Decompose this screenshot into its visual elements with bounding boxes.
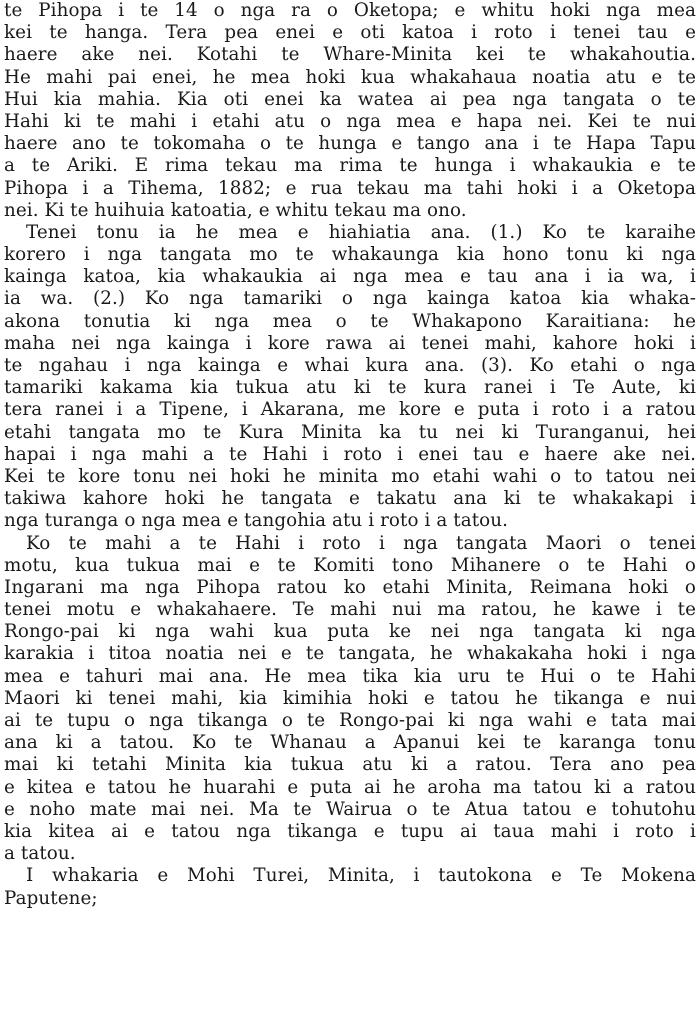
text-line: tera ranei i a Tipene, i Akarana, me kore e puta i roto i a ratou: [4, 399, 696, 421]
text-line: Pihopa i a Tihema, 1882; e rua tekau ma tahi hoki i a Oketopa: [4, 177, 696, 199]
text-line: mea e tahuri mai ana. He mea tika kia uru te Hui o te Hahi: [4, 665, 696, 687]
paragraph-4: [4, 865, 696, 909]
text-line: te ngahau i nga kainga e whai kura ana. (3). Ko etahi o nga: [4, 355, 696, 376]
text-line: Paputene;: [4, 887, 98, 909]
text-line: Hahi ki te mahi i etahi atu o nga mea e hapa nei. Kei te nui: [4, 110, 696, 132]
paragraph-1: [4, 0, 696, 222]
text-line: te Pihopa i te 14 o nga ra o Oketopa; e whitu hoki nga mea: [4, 0, 696, 21]
text-line: Tenei tonu ia he mea e hiahiatia ana. (1.) Ko te karaihe: [26, 221, 696, 243]
text-line: ia wa. (2.) Ko nga tamariki o nga kainga katoa kia whaka-: [4, 288, 696, 310]
text-line: maha nei nga kainga i kore rawa ai tenei mahi, kahore hoki i: [4, 332, 696, 354]
text-line: Rongo-pai ki nga wahi kua puta ke nei nga tangata ki nga: [4, 621, 696, 643]
text-line: hapai i nga mahi a te Hahi i roto i enei tau e haere ake nei.: [4, 443, 696, 465]
text-line: Maori ki tenei mahi, kia kimihia hoki e tatou he tikanga e nui: [4, 687, 696, 709]
text-line: korero i nga tangata mo te whakaunga kia hono tonu ki nga: [4, 244, 696, 266]
text-line: akona tonutia ki nga mea o te Whakapono Karaitiana: he: [4, 310, 696, 332]
text-line: motu, kua tukua mai e te Komiti tono Mihanere o te Hahi o: [4, 554, 696, 576]
text-line: I whakaria e Mohi Turei, Minita, i tautokona e Te Mokena: [26, 865, 696, 887]
text-line: nei. Ki te huihuia katoatia, e whitu tekau ma ono.: [4, 199, 467, 221]
text-line: ai te tupu o nga tikanga o te Rongo-pai ki nga wahi e tata mai: [4, 710, 696, 731]
text-line: Ko te mahi a te Hahi i roto i nga tangata Maori o tenei: [26, 532, 696, 554]
text-line: tenei motu e whakahaere. Te mahi nui ma ratou, he kawe i te: [4, 599, 696, 621]
text-line: karakia i titoa noatia nei e te tangata, he whakakaha hoki i nga: [4, 643, 696, 665]
paragraph-3: [4, 533, 696, 866]
text-line: He mahi pai enei, he mea hoki kua whakahaua noatia atu e te: [4, 66, 696, 88]
text-line: Ingarani ma nga Pihopa ratou ko etahi Minita, Reimana hoki o: [4, 576, 696, 598]
text-line: e kitea e tatou he huarahi e puta ai he aroha ma tatou ki a ratou: [4, 776, 696, 798]
text-line: Hui kia mahia. Kia oti enei ka watea ai pea nga tangata o te: [4, 88, 696, 110]
text-line: tamariki kakama kia tukua atu ki te kura ranei i Te Aute, ki: [4, 377, 696, 399]
text-line: kainga katoa, kia whakaukia ai nga mea e tau ana i ia wa, i: [4, 266, 696, 288]
text-line: kia kitea ai e tatou nga tikanga e tupu ai taua mahi i roto i: [4, 820, 696, 842]
text-line: kei te hanga. Tera pea enei e oti katoa i roto i tenei tau e: [4, 22, 696, 44]
text-line: nga turanga o nga mea e tangohia atu i roto i a tatou.: [4, 510, 509, 532]
text-line: ana ki a tatou. Ko te Whanau a Apanui kei te karanga tonu: [4, 732, 696, 754]
text-line: Kei te kore tonu nei hoki he minita mo etahi wahi o to tatou nei: [4, 465, 696, 487]
text-line: a te Ariki. E rima tekau ma rima te hunga i whakaukia e te: [4, 155, 696, 177]
text-line: e noho mate mai nei. Ma te Wairua o te Atua tatou e tohutohu: [4, 798, 696, 820]
document-page: [4, 0, 696, 910]
paragraph-2: [4, 222, 696, 533]
text-line: haere ano te tokomaha o te hunga e tango ana i te Hapa Tapu: [4, 133, 696, 155]
text-line: haere ake nei. Kotahi te Whare-Minita kei te whakahoutia.: [4, 44, 696, 66]
text-line: a tatou.: [4, 843, 76, 865]
text-line: mai ki tetahi Minita kia tukua atu ki a ratou. Tera ano pea: [4, 754, 696, 776]
text-line: etahi tangata mo te Kura Minita ka tu nei ki Turanganui, hei: [4, 421, 696, 443]
text-line: takiwa kahore hoki he tangata e takatu ana ki te whakakapi i: [4, 488, 696, 510]
